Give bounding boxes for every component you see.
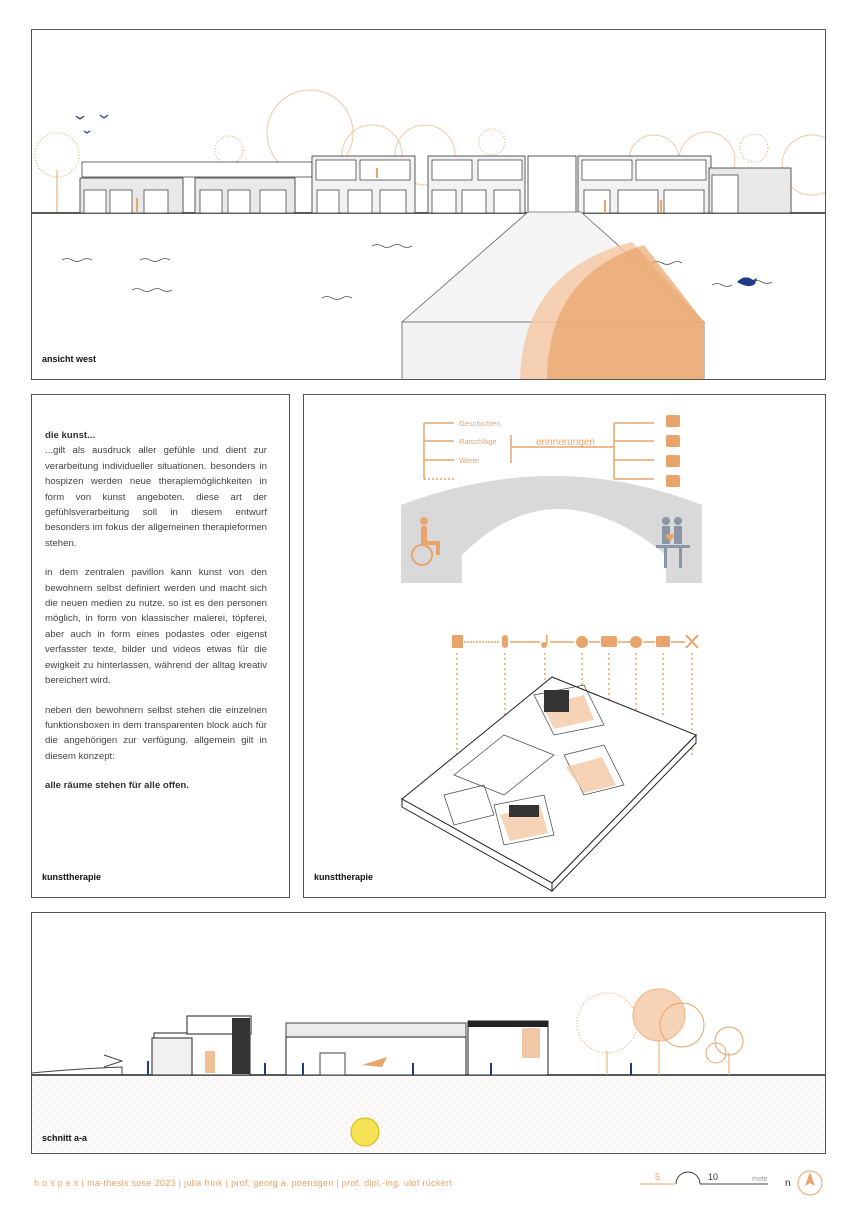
panel-label: ansicht west [42,354,97,364]
body-text [45,428,267,808]
scale-value-10: 10 [708,1172,719,1182]
panel-label: kunsttherapie [314,872,374,882]
diagram-panel [303,394,826,898]
panel-label: schnitt a-a [42,1133,88,1143]
text-heading: die kunst... [45,430,96,441]
footer-credits: h o s p e s | ma-thesis sose 2023 | julia frink | prof. georg a. poensgen | prof. dipl.-ing. ulof rückert [34,1178,453,1188]
text-emphasis: alle räume stehen für alle offen. [45,780,189,792]
north-label: n [785,1178,791,1189]
diagram-item-2: Ratschläge [459,437,497,446]
elevation-drawing [32,30,826,380]
diagram-item-1: Geschichten [459,419,501,428]
scale-unit: mete [752,1176,768,1183]
text-paragraph-2: in dem zentralen pavillon kann kunst von den bewohnern selbst definiert werden und macht sich die neuen medien zu nutze. so ist es den personen möglich, in form von klassischer malerei, töpferei, aber auch in form eines podastes oder eigenst verfasster texte, bilder und videos etwas für die ewigkeit zu hinterlassen, während der alltag kreativ bereichert wird. [45,567,267,687]
diagram-center-label: erinnerungen [536,437,595,448]
diagram-item-3: Werte [459,456,479,465]
text-paragraph-3: neben den bewohnern selbst stehen die einzelnen funktionsboxen in dem transparenten block auch für die angehörigen zur verfügung. allgemein gilt in diesem konzept: [45,704,267,762]
concept-diagram [304,395,826,898]
scale-bar [640,1170,770,1192]
panel-label: kunsttherapie [42,872,102,882]
section-drawing [32,913,826,1154]
scale-value-5: 5 [655,1172,661,1182]
elevation-panel [31,29,826,380]
text-paragraph-1: ...gilt als ausdruck aller gefühle und dient zur verarbeitung individueller situationen. besonders in hospizen werden neue therapiemöglichkeiten in form von kunst angeboten. diese art der gefühlsverarbeitung soll in diesem entwurf besonders im fokus der allgemeinen therapieformen stehen. [45,445,267,549]
north-arrow [785,1168,825,1198]
section-panel [31,912,826,1154]
text-panel [31,394,290,898]
